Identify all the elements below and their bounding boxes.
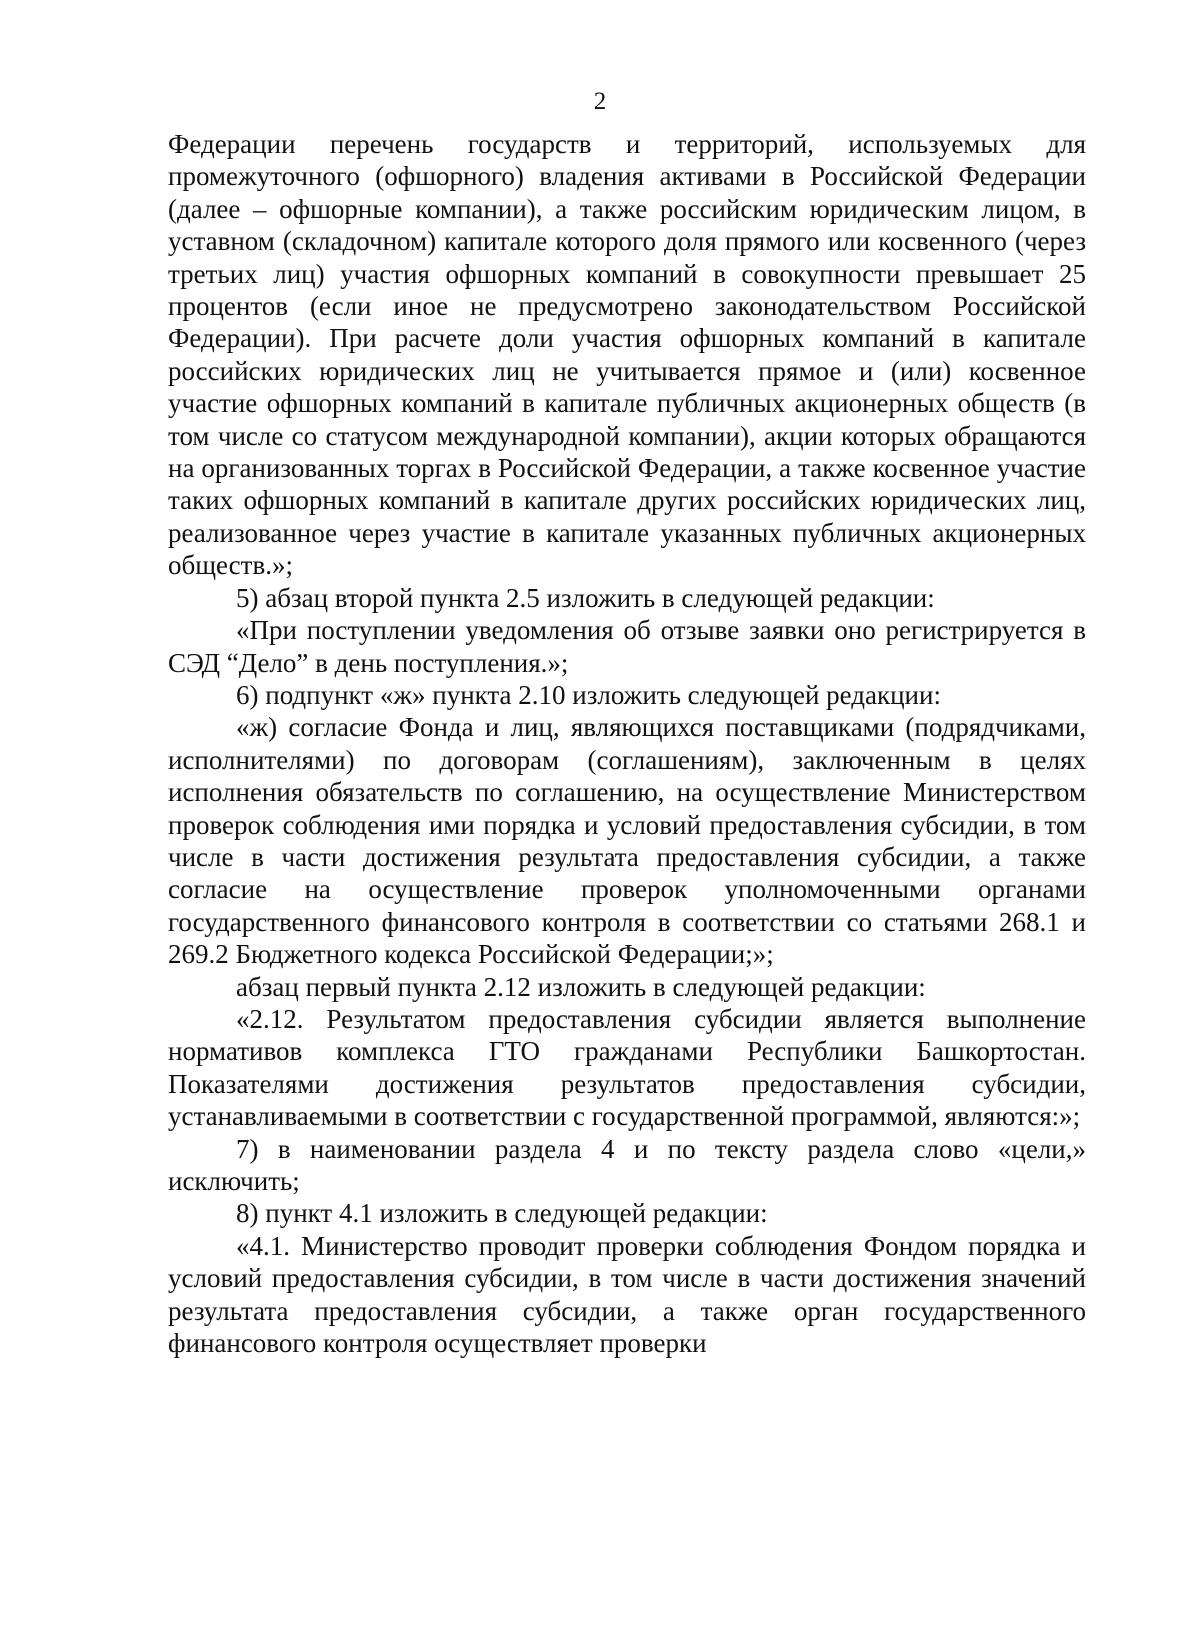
paragraph-4-1-text: «4.1. Министерство проводит проверки соблюдения Фондом порядка и условий предоставления субсидии, в том числе в части достижения значений результата предоставления субсидии, а также орган государственного финансового контроля осуществляет проверки <box>168 1230 1086 1359</box>
paragraph-2-12-text: «2.12. Результатом предоставления субсидии является выполнение нормативов комплекса ГТО гражданами Республики Башкортостан. Показателями достижения результатов предоставления субсидии, устанавливаемыми в соответствии с государственной программой, являются:»; <box>168 1003 1086 1132</box>
paragraph-2-12-intro: абзац первый пункта 2.12 изложить в следующей редакции: <box>236 971 926 1002</box>
paragraph-item-6: 6) подпункт «ж» пункта 2.10 изложить следующей редакции: <box>236 679 941 710</box>
document-body <box>168 128 1086 1359</box>
page-number: 2 <box>593 88 607 115</box>
paragraph-item-5: 5) абзац второй пункта 2.5 изложить в следующей редакции: <box>236 582 935 613</box>
paragraph-item-6-text: «ж) согласие Фонда и лиц, являющихся поставщиками (подрядчиками, исполнителями) по договорам (соглашениям), заключенным в целях исполнения обязательств по соглашению, на осуществление Министерством проверок соблюдения ими порядка и условий предоставления субсидии, в том числе в части достижения результата предоставления субсидии, а также согласие на осуществление проверок уполномоченными органами государственного финансового контроля в соответствии со статьями 268.1 и 269.2 Бюджетного кодекса Российской Федерации;»; <box>168 712 1086 970</box>
paragraph-item-8: 8) пункт 4.1 изложить в следующей редакции: <box>236 1198 768 1229</box>
paragraph-item-5-text: «При поступлении уведомления об отзыве заявки оно регистрируется в СЭД “Дело” в день поступления.»; <box>168 615 1086 678</box>
paragraph-item-7: 7) в наименовании раздела 4 и по тексту раздела слово «цели,» исключить; <box>168 1133 1086 1196</box>
paragraph-offshore-definition: Федерации перечень государств и территорий, используемых для промежуточного (офшорного) владения активами в Российской Федерации (далее – офшорные компании), а также российским юридическим лицом, в уставном (складочном) капитале которого доля прямого или косвенного (через третьих лиц) участия офшорных компаний в совокупности превышает 25 процентов (если иное не предусмотрено законодательством Российской Федерации). При расчете доли участия офшорных компаний в капитале российских юридических лиц не учитывается прямое и (или) косвенное участие офшорных компаний в капитале публичных акционерных обществ (в том числе со статусом международной компании), акции которых обращаются на организованных торгах в Российской Федерации, а также косвенное участие таких офшорных компаний в капитале других российских юридических лиц, реализованное через участие в капитале указанных публичных акционерных обществ.»; <box>168 129 1086 581</box>
